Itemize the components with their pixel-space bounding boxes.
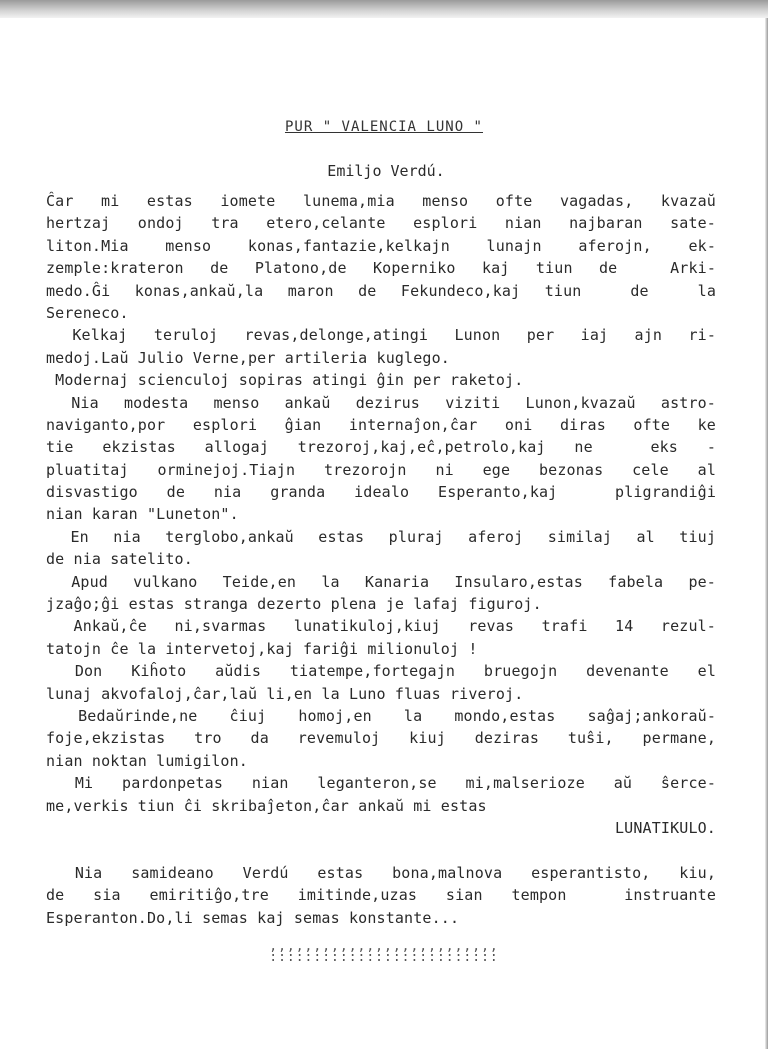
text-line: Sereneco. xyxy=(46,303,129,322)
text-line: de sia emiritiĝo,tre imitinde,uzas sian tempon instruante xyxy=(46,886,716,905)
text-line: Nia modesta menso ankaŭ dezirus viziti Lunon,kvazaŭ astro- xyxy=(46,393,716,412)
text-line: medoj.Laŭ Julio Verne,per artileria kuglego. xyxy=(46,348,450,367)
text-line: foje,ekzistas tro da revemuloj kiuj deziras tuŝi, permane, xyxy=(46,729,716,748)
text-line: medo.Ĝi konas,ankaŭ,la maron de Fekundeco,kaj tiun de la xyxy=(46,281,716,300)
text-line: disvastigo de nia granda idealo Esperanto,kaj pligrandiĝi xyxy=(46,483,716,502)
section-divider xyxy=(0,941,768,963)
text-line: Esperanton.Do,li semas kaj semas konstante... xyxy=(46,908,460,927)
article-author: Emiljo Verdú. xyxy=(327,162,445,180)
text-line: Modernaj scienculoj sopiras atingi ĝin per raketoj. xyxy=(46,371,524,390)
text-line: zemple:krateron de Platono,de Koperniko kaj tiun de Arki- xyxy=(46,259,716,278)
text-line: pluatitaj orminejoj.Tiajn trezorojn ni ege bezonas cele al xyxy=(46,460,716,479)
text-line: me,verkis tiun ĉi skribaĵeton,ĉar ankaŭ mi estas xyxy=(46,796,487,815)
text-line: jzaĝo;ĝi estas stranga dezerto plena je lafaj figuroj. xyxy=(46,595,542,614)
text-line: de nia satelito. xyxy=(46,550,193,569)
text-line: Kelkaj teruloj revas,delonge,atingi Lunon per iaj ajn ri- xyxy=(46,326,716,345)
text-line: nian noktan lumigilon. xyxy=(46,751,248,770)
text-line: Don Kiĥoto aŭdis tiatempe,fortegajn bruegojn devenante el xyxy=(46,662,716,681)
text-line: Ankaŭ,ĉe ni,svarmas lunatikuloj,kiuj revas trafi 14 rezul- xyxy=(46,617,716,636)
scan-top-edge xyxy=(0,0,768,18)
text-line: Mi pardonpetas nian leganteron,se mi,malserioze aŭ ŝerce- xyxy=(46,774,716,793)
text-line: nian karan "Luneton". xyxy=(46,505,239,524)
text-line: tie ekzistas allogaj trezoroj,kaj,eĉ,petrolo,kaj ne eks - xyxy=(46,438,716,457)
text-line: Apud vulkano Teide,en la Kanaria Insularo,estas fabela pe- xyxy=(46,572,716,591)
text-line: Bedaŭrinde,ne ĉiuj homoj,en la mondo,estas saĝaj;ankoraŭ- xyxy=(46,706,716,725)
text-line: En nia terglobo,ankaŭ estas pluraj aferoj similaj al tiuj xyxy=(46,527,716,546)
text-line: Ĉar mi estas iomete lunema,mia menso ofte vagadas, kvazaŭ xyxy=(46,192,716,210)
text-line: Nia samideano Verdú estas bona,malnova esperantisto, kiu, xyxy=(46,863,716,882)
text-line: tatojn ĉe la intervetoj,kaj fariĝi milionuloj ! xyxy=(46,639,478,658)
text-line xyxy=(46,839,716,861)
text-line: LUNATIKULO. xyxy=(615,818,716,837)
text-line: naviganto,por esplori ĝian internaĵon,ĉar oni diras ofte ke xyxy=(46,415,716,434)
text-line: liton.Mia menso konas,fantazie,kelkajn lunajn aferojn, ek- xyxy=(46,236,716,255)
divider-bottom-row: :::::::::::::::::::::::::: xyxy=(269,950,499,965)
divider-top-row: ,,,,,,,,,,,,,,,,,,,,,,,,,, xyxy=(269,939,499,954)
article-body xyxy=(46,190,716,929)
text-line: hertzaj ondoj tra etero,celante esplori nian najbaran sate- xyxy=(46,214,716,233)
article-title: PUR " VALENCIA LUNO " xyxy=(284,119,483,135)
text-line: lunaj akvofaloj,ĉar,laŭ li,en la Luno fluas riveroj. xyxy=(46,684,524,703)
